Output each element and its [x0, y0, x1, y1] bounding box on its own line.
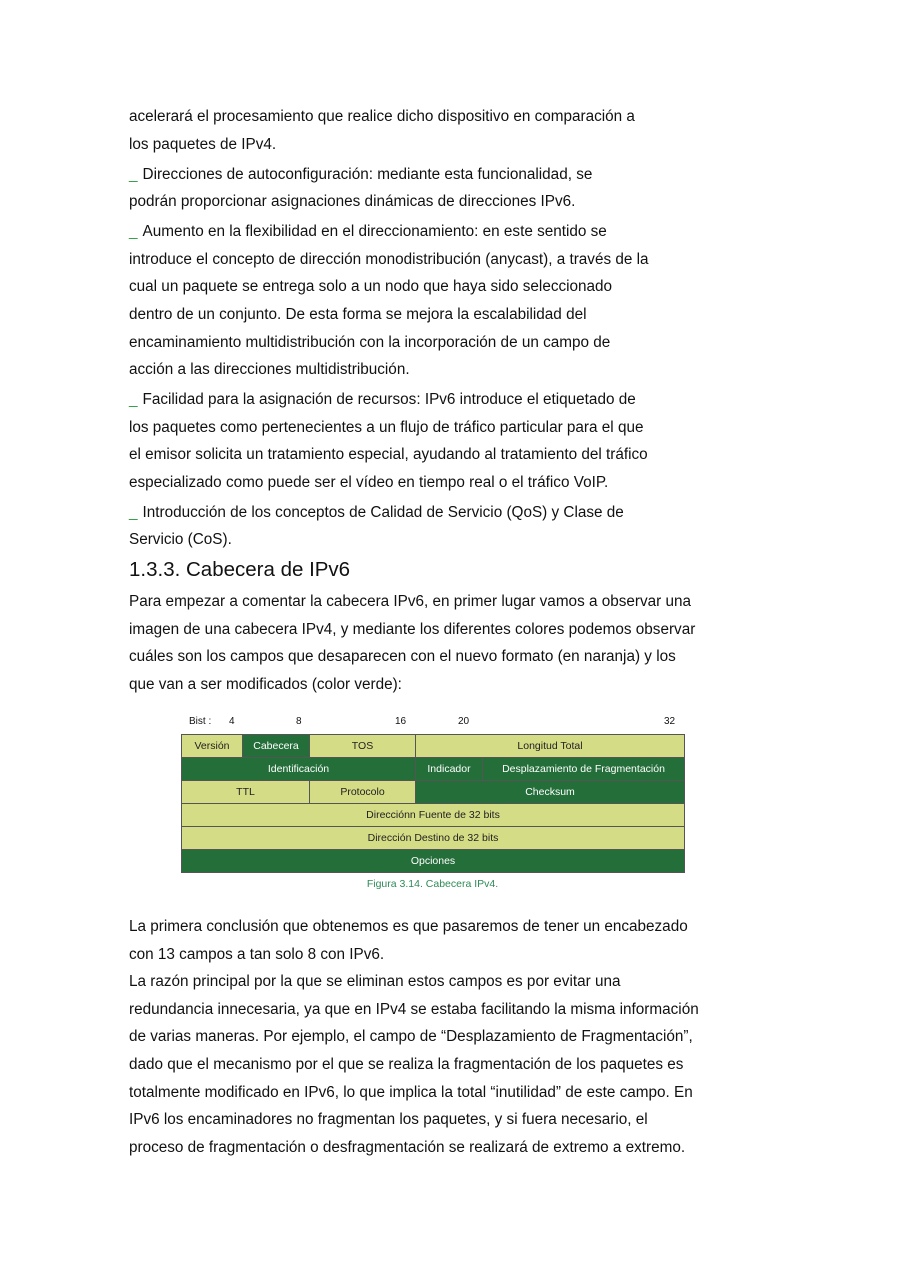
field-fragment-offset: Desplazamiento de Fragmentación	[483, 758, 685, 781]
bullet-marker: _	[129, 165, 138, 183]
field-header-length: Cabecera	[243, 735, 310, 758]
intro-line: imagen de una cabecera IPv4, y mediante los diferentes colores podemos observar	[129, 620, 696, 638]
field-protocol: Protocolo	[310, 781, 416, 804]
field-options: Opciones	[182, 850, 685, 873]
field-source-address: Direcciónn Fuente de 32 bits	[182, 804, 685, 827]
header-row	[182, 827, 685, 850]
header-table	[181, 734, 685, 873]
header-row	[182, 804, 685, 827]
bit-mark: 32	[664, 716, 676, 727]
header-row	[182, 781, 685, 804]
bit-mark: 8	[296, 716, 302, 727]
bullet-text: Aumento en la flexibilidad en el direccionamiento: en este sentido se	[142, 223, 607, 241]
ipv4-header-figure	[181, 714, 684, 890]
bullet-text: el emisor solicita un tratamiento especial, ayudando al tratamiento del tráfico	[129, 446, 648, 464]
header-row	[182, 758, 685, 781]
bullet-text: especializado como puede ser el vídeo en tiempo real o el tráfico VoIP.	[129, 473, 609, 491]
bullet-text: podrán proporcionar asignaciones dinámicas de direcciones IPv6.	[129, 193, 576, 211]
field-flags: Indicador	[416, 758, 483, 781]
bullet-text: Introducción de los conceptos de Calidad de Servicio (QoS) y Clase de	[142, 503, 624, 521]
intro-line: Para empezar a comentar la cabecera IPv6, en primer lugar vamos a observar una	[129, 593, 692, 611]
field-destination-address: Dirección Destino de 32 bits	[182, 827, 685, 850]
bullet-item	[129, 499, 769, 554]
bullet-text: Direcciones de autoconfiguración: mediante esta funcionalidad, se	[142, 165, 593, 183]
bullet-marker: _	[129, 503, 138, 521]
document-body	[129, 103, 769, 698]
bit-mark: 20	[458, 716, 470, 727]
bullet-text: encaminamiento multidistribución con la incorporación de un campo de	[129, 333, 611, 351]
bullet-text: acción a las direcciones multidistribución.	[129, 361, 410, 379]
bullet-marker: _	[129, 391, 138, 409]
header-row	[182, 850, 685, 873]
field-identification: Identificación	[182, 758, 416, 781]
bullet-marker: _	[129, 223, 138, 241]
bullet-text: Servicio (CoS).	[129, 531, 232, 549]
bullet-item	[129, 386, 769, 496]
intro-line: cuáles son los campos que desaparecen con el nuevo formato (en naranja) y los	[129, 648, 676, 666]
intro-line: que van a ser modificados (color verde):	[129, 675, 402, 693]
bullet-text: dentro de un conjunto. De esta forma se mejora la escalabilidad del	[129, 305, 587, 323]
header-row	[182, 735, 685, 758]
field-ttl: TTL	[182, 781, 310, 804]
bullet-item	[129, 161, 769, 216]
conclusion-line: La razón principal por la que se eliminan estos campos es por evitar una	[129, 973, 621, 991]
conclusion-line: IPv6 los encaminadores no fragmentan los paquetes, y si fuera necesario, el	[129, 1111, 648, 1129]
conclusion-line: con 13 campos a tan solo 8 con IPv6.	[129, 945, 385, 963]
conclusion-line: La primera conclusión que obtenemos es que pasaremos de tener un encabezado	[129, 918, 688, 935]
bullet-text: cual un paquete se entrega solo a un nodo que haya sido seleccionado	[129, 278, 613, 296]
paragraph-line: los paquetes de IPv4.	[129, 135, 277, 153]
bits-label: Bist :	[189, 716, 212, 727]
bullet-text: los paquetes como pertenecientes a un flujo de tráfico particular para el que	[129, 418, 644, 436]
conclusion-text	[129, 913, 769, 1161]
conclusion-line: proceso de fragmentación o desfragmentación se realizará de extremo a extremo.	[129, 1138, 686, 1156]
bit-scale	[181, 714, 684, 734]
conclusion-line: dado que el mecanismo por el que se realiza la fragmentación de los paquetes es	[129, 1055, 684, 1073]
bullet-text: introduce el concepto de dirección monodistribución (anycast), a través de la	[129, 250, 649, 268]
bullet-text: Facilidad para la asignación de recursos: IPv6 introduce el etiquetado de	[142, 391, 636, 409]
bit-mark: 4	[229, 716, 235, 727]
field-checksum: Checksum	[416, 781, 685, 804]
bullet-item	[129, 218, 769, 384]
field-version: Versión	[182, 735, 243, 758]
conclusion-line: de varias maneras. Por ejemplo, el campo de “Desplazamiento de Fragmentación”,	[129, 1028, 693, 1046]
conclusion-line: totalmente modificado en IPv6, lo que implica la total “inutilidad” de este campo. En	[129, 1083, 693, 1101]
paragraph-line: acelerará el procesamiento que realice dicho dispositivo en comparación a	[129, 108, 635, 125]
field-tos: TOS	[310, 735, 416, 758]
bit-mark: 16	[395, 716, 407, 727]
field-total-length: Longitud Total	[416, 735, 685, 758]
conclusion-line: redundancia innecesaria, ya que en IPv4 se estaba facilitando la misma información	[129, 1000, 699, 1018]
figure-caption: Figura 3.14. Cabecera IPv4.	[366, 878, 499, 890]
section-heading: 1.3.3. Cabecera de IPv6	[129, 558, 351, 582]
